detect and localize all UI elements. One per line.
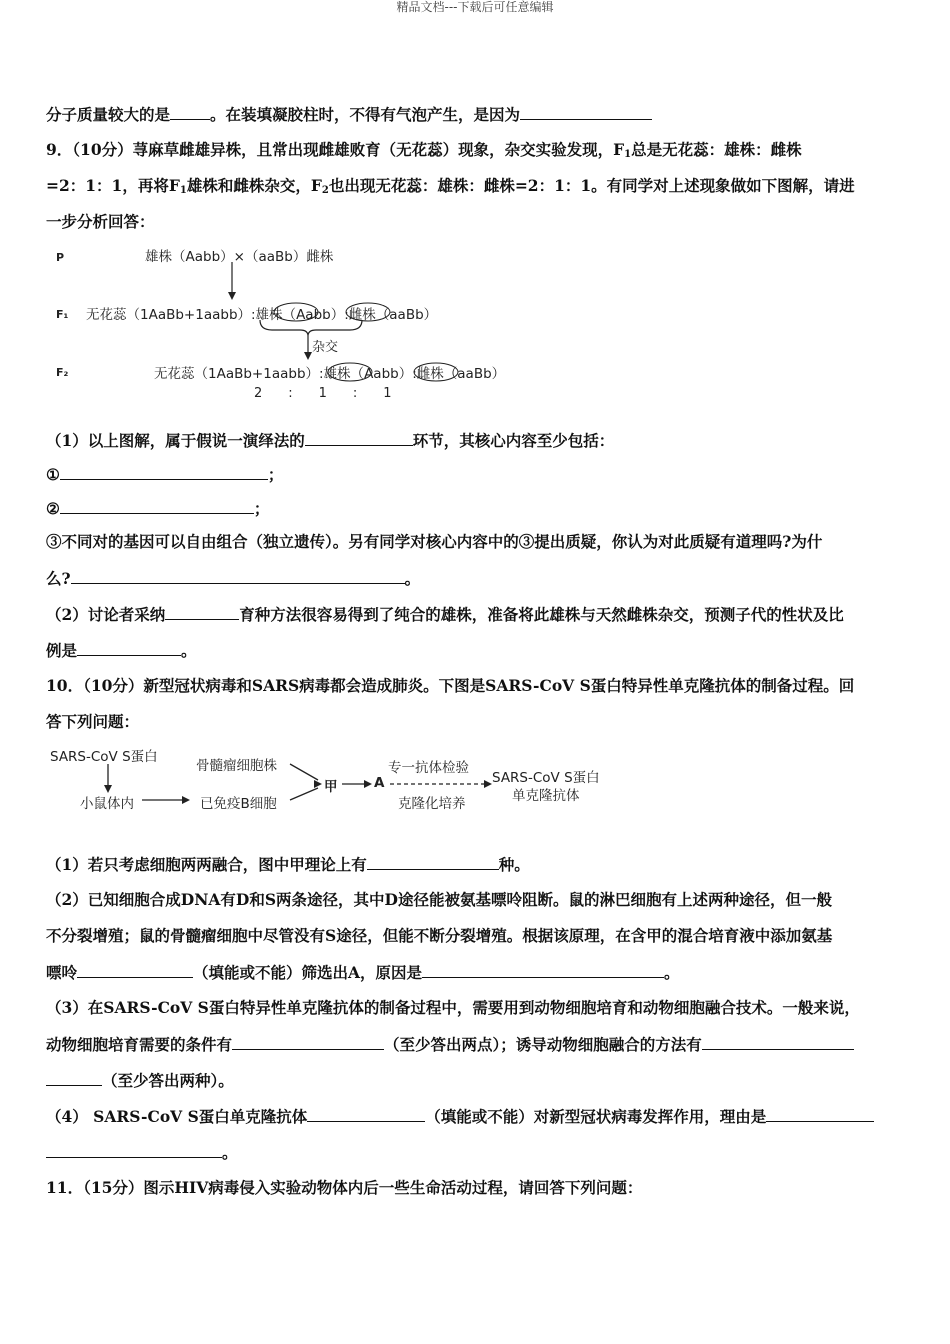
text: （至少答出两种）。 (102, 1071, 234, 1090)
text: （2）讨论者采纳 (46, 605, 166, 624)
text: 环节，其核心内容至少包括： (412, 431, 615, 450)
answer-blank[interactable] (232, 1034, 384, 1050)
answer-blank[interactable] (77, 640, 181, 656)
question-10-part-2-3 (46, 962, 680, 983)
answer-blank[interactable] (46, 1142, 222, 1158)
answer-blank[interactable] (77, 962, 193, 978)
question-9-stem-2 (46, 176, 855, 201)
text: 。 (664, 963, 680, 982)
subscript: 1 (624, 149, 632, 160)
answer-blank[interactable] (60, 498, 254, 514)
text-line-1 (46, 104, 652, 125)
screen-label: 专一抗体检验 (388, 760, 469, 776)
answer-blank[interactable] (165, 604, 239, 620)
product-label-2: 单克隆抗体 (512, 788, 580, 804)
question-10-part-2-1: （2）已知细胞合成DNA有D和S两条途径，其中D途径能被氨基嘌呤阻断。鼠的淋巴细胞有上述两种途径，但一般 (46, 890, 833, 909)
text-q9c: =2：1：1，再将F (46, 176, 180, 195)
question-9-part-2 (46, 604, 844, 625)
question-9-item-3-cont (46, 568, 420, 589)
answer-blank[interactable] (520, 104, 652, 120)
generation-p-label: P (56, 251, 65, 264)
question-11-stem: 11．（15分）图示HIV病毒侵入实验动物体内后一些生命活动过程，请回答下列问题： (46, 1178, 643, 1197)
f2-part: 无花蕊（1AaBb+1aabb）:雄株（ (154, 366, 365, 382)
f1-genotype-female: aaBb (389, 307, 424, 323)
text-q9d: 雄株和雌株杂交，F (186, 176, 322, 195)
antibody-flow-diagram (46, 740, 626, 830)
ratio-text: 2 : 1 : 1 (254, 386, 392, 401)
f2-genotype-male: Aabb (364, 366, 399, 382)
mouse-label: 小鼠体内 (80, 796, 134, 812)
f1-part: 无花蕊（1AaBb+1aabb）:雄株（ (86, 307, 297, 323)
text: （4） SARS-CoV S蛋白单克隆抗体 (46, 1107, 308, 1126)
antigen-label: SARS-CoV S蛋白 (50, 749, 158, 765)
question-9-item-3: ③不同对的基因可以自由组合（独立遗传）。另有同学对核心内容中的③提出质疑，你认为对此质疑有道理吗?为什 (46, 532, 823, 551)
text: ② (46, 499, 60, 518)
text-l1a: 分子质量较大的是 (46, 105, 171, 124)
text: （填能或不能）筛选出A，原因是 (193, 963, 423, 982)
question-9-part-2-cont (46, 640, 197, 661)
question-10-part-2-2: 不分裂增殖；鼠的骨髓瘤细胞中尽管没有S途径，但能不断分裂增殖。根据该原理，在含甲的混合培育液中添加氨基 (46, 926, 833, 945)
question-10-part-4-2 (46, 1142, 238, 1163)
myeloma-label: 骨髓瘤细胞株 (196, 758, 277, 774)
product-label-1: SARS-CoV S蛋白 (492, 770, 600, 786)
text: 。 (222, 1143, 238, 1162)
subscript: 2 (321, 185, 329, 196)
f2-row (154, 362, 505, 382)
text: 种。 (498, 855, 530, 874)
text: （1）若只考虑细胞两两融合，图中甲理论上有 (46, 855, 367, 874)
f1-part: ）:雌株（ (330, 307, 390, 323)
answer-blank[interactable] (71, 568, 405, 584)
text: 例是 (46, 641, 78, 660)
page-header: 精品文档---下载后可任意编辑 (396, 0, 554, 14)
answer-blank[interactable] (702, 1034, 854, 1050)
subscript: 1 (179, 185, 187, 196)
f1-part: ） (423, 307, 438, 323)
f1-row (86, 303, 437, 323)
clone-label: 克隆化培养 (398, 796, 466, 812)
text: 。 (404, 569, 421, 588)
question-10-part-1 (46, 854, 530, 875)
genetics-diagram (50, 240, 506, 401)
text: ① (46, 465, 60, 484)
answer-blank[interactable] (60, 464, 268, 480)
answer-blank[interactable] (46, 1070, 102, 1086)
question-9-part-1 (46, 430, 614, 451)
f2-genotype-female: aaBb (457, 366, 492, 382)
text: ； (253, 499, 270, 518)
question-9-stem-3: 一步分析回答： (46, 212, 155, 231)
answer-blank[interactable] (305, 430, 413, 446)
answer-blank[interactable] (367, 854, 499, 870)
answer-blank[interactable] (422, 962, 664, 978)
generation-f1-label: F₁ (56, 308, 69, 321)
generation-f2-label: F₂ (56, 366, 69, 379)
text: 。 (181, 641, 197, 660)
question-10-part-4-1 (46, 1106, 874, 1127)
text: 动物细胞培育需要的条件有 (46, 1035, 233, 1054)
text-q9a: 9．（10分）荨麻草雌雄异株，且常出现雌雄败育（无花蕊）现象，杂交实验发现，F (46, 140, 625, 159)
text-q9e: 也出现无花蕊：雄株：雌株=2：1：1。有同学对上述现象做如下图解，请进 (328, 176, 855, 195)
text: （至少答出两点）；诱导动物细胞融合的方法有 (384, 1035, 702, 1054)
text-q9b: 总是无花蕊：雄株：雌株 (631, 140, 802, 159)
text-l1b: 。在装填凝胶柱时，不得有气泡产生，是因为 (210, 105, 521, 124)
jia-label: 甲 (324, 779, 338, 795)
cross-label: 杂交 (312, 340, 339, 355)
text: （1）以上图解，属于假说一演绎法的 (46, 431, 305, 450)
answer-blank[interactable] (766, 1106, 874, 1122)
answer-blank[interactable] (170, 104, 210, 120)
a-label: A (374, 775, 385, 791)
f1-genotype-male: Aabb (296, 307, 331, 323)
question-9-stem-1 (46, 140, 802, 165)
f2-part: ） (491, 366, 506, 382)
question-10-part-3-2 (46, 1034, 854, 1055)
answer-blank[interactable] (307, 1106, 425, 1122)
question-10-part-3-1: （3）在SARS-CoV S蛋白特异性单克隆抗体的制备过程中，需要用到动物细胞培育和动物细胞融合技术。一般来说， (46, 998, 860, 1017)
question-9-item-2 (46, 498, 269, 519)
bcell-label: 已免疫B细胞 (200, 796, 277, 812)
question-9-item-1 (46, 464, 283, 485)
text: 嘌呤 (46, 963, 78, 982)
f2-part: ）:雌株（ (398, 366, 458, 382)
question-10-stem-2: 答下列问题： (46, 712, 140, 731)
text: 育种方法很容易得到了纯合的雄株，准备将此雄株与天然雌株杂交，预测子代的性状及比 (239, 605, 844, 624)
question-10-part-3-3 (46, 1070, 234, 1091)
parents-text: 雄株（Aabb）×（aaBb）雌株 (145, 249, 334, 265)
text: ； (267, 465, 284, 484)
text: （填能或不能）对新型冠状病毒发挥作用，理由是 (425, 1107, 767, 1126)
text: 么? (46, 569, 71, 588)
question-10-stem-1: 10．（10分）新型冠状病毒和SARS病毒都会造成肺炎。下图是SARS-CoV S蛋白特异性单克隆抗体的制备过程。回 (46, 676, 855, 695)
